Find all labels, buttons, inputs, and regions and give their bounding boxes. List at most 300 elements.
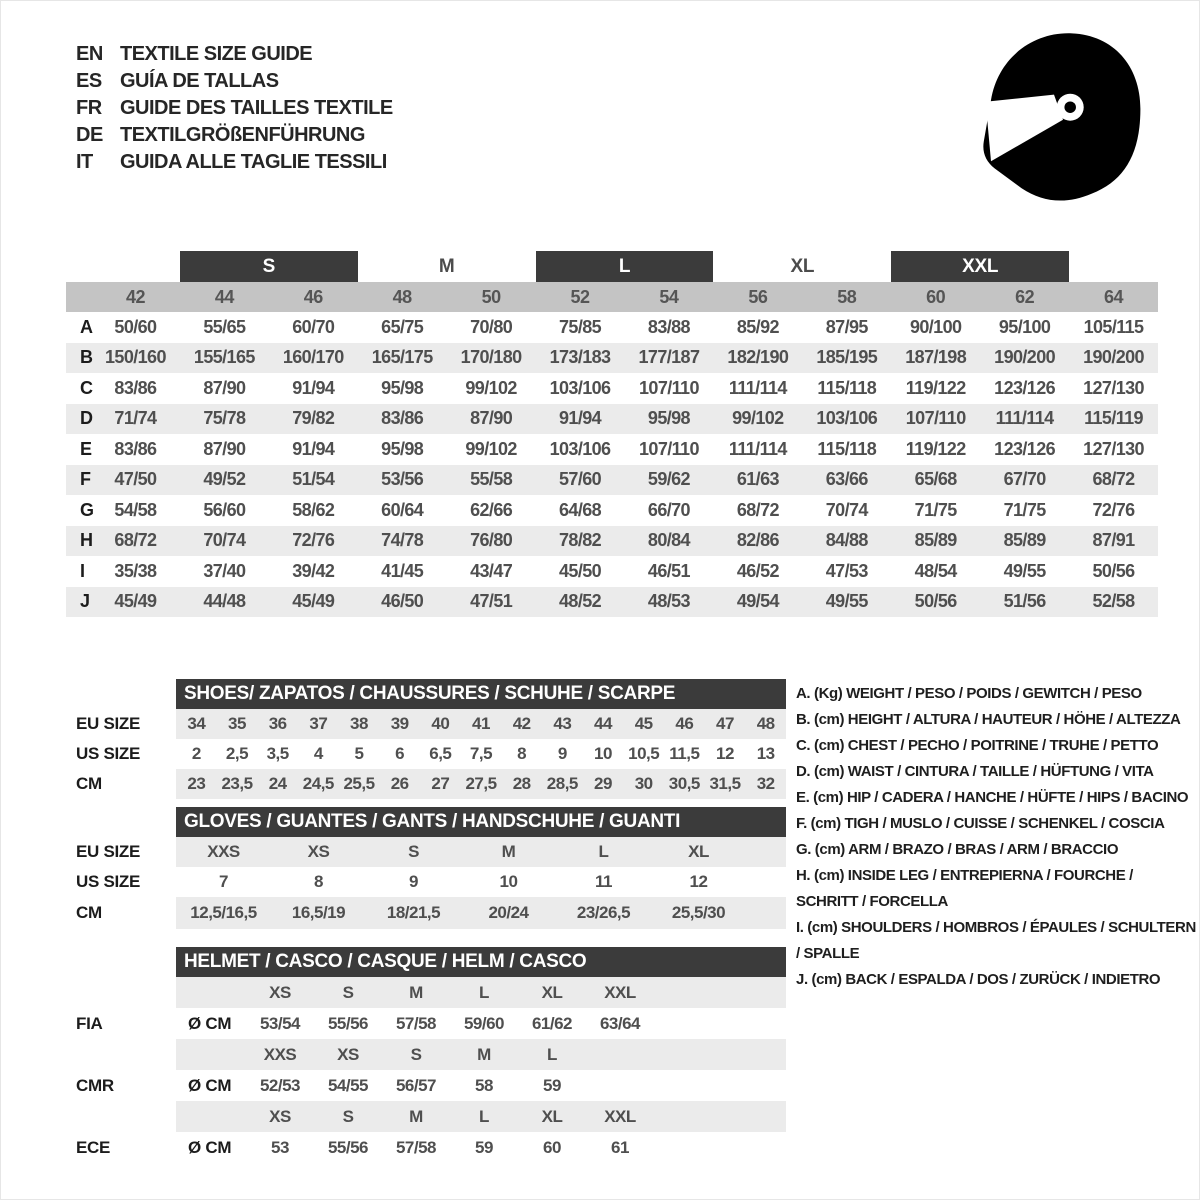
gloves-row-label: CM xyxy=(76,903,102,922)
measurement-value: 83/86 xyxy=(114,377,157,398)
measurement-value: 115/118 xyxy=(817,377,877,398)
legend-item: C. (cm) CHEST / PECHO / POITRINE / TRUHE / PETTO xyxy=(796,737,1159,754)
shoes-title-bar: SHOES/ ZAPATOS / CHAUSSURES / SCHUHE / SCARPE xyxy=(176,679,786,709)
shoes-value: 48 xyxy=(756,714,775,733)
gloves-row xyxy=(76,897,786,929)
shoes-value: 36 xyxy=(268,714,287,733)
measurement-value: 103/106 xyxy=(549,377,611,398)
shoes-value: 23,5 xyxy=(221,774,253,793)
measurement-value: 60/64 xyxy=(381,499,424,520)
shoes-value: 12 xyxy=(716,744,734,763)
shoes-value: 26 xyxy=(390,774,409,793)
helmet-value: XXL xyxy=(604,1106,636,1126)
measurement-value: 45/50 xyxy=(559,560,602,581)
language-row xyxy=(76,68,393,95)
measurement-value: 111/114 xyxy=(728,377,787,398)
gloves-value: 18/21,5 xyxy=(386,903,441,922)
measurement-value: 95/100 xyxy=(998,316,1051,337)
measurement-value: 91/94 xyxy=(292,377,335,398)
measurement-value: 55/65 xyxy=(203,316,246,337)
helmet-rows xyxy=(76,977,786,1163)
size-number: 46 xyxy=(303,286,323,307)
size-number: 54 xyxy=(659,286,679,307)
helmet-diameter-label xyxy=(176,1039,246,1070)
size-number: 60 xyxy=(926,286,946,307)
size-number: 58 xyxy=(837,286,857,307)
shoes-value: 30,5 xyxy=(668,774,700,793)
shoes-value: 10 xyxy=(594,744,612,763)
helmet-value: 59 xyxy=(475,1137,493,1157)
measurement-value: 75/85 xyxy=(559,316,602,337)
legend-item: D. (cm) WAIST / CINTURA / TAILLE / HÜFTUNG / VITA xyxy=(796,763,1154,780)
gloves-value: 9 xyxy=(409,872,418,891)
measurement-value: 57/60 xyxy=(559,469,602,490)
helmet-diameter-label: Ø CM xyxy=(188,1013,232,1033)
measurement-value: 49/55 xyxy=(1003,560,1046,581)
gloves-value: 7 xyxy=(219,872,228,891)
measurement-value: 111/114 xyxy=(728,438,787,459)
helmet-value: 55/56 xyxy=(327,1013,369,1033)
measurement-value: 95/98 xyxy=(647,408,690,429)
shoes-value: 9 xyxy=(557,744,567,763)
helmet-value: L xyxy=(479,982,489,1002)
shoes-value: 25,5 xyxy=(343,774,375,793)
measurement-value: 155/165 xyxy=(193,347,255,368)
language-title: GUIDE DES TAILLES TEXTILE xyxy=(120,97,393,119)
language-code: FR xyxy=(76,97,102,119)
helmet-value: 58 xyxy=(475,1075,493,1095)
helmet-diameter-label xyxy=(176,1101,246,1132)
measurement-value: 37/40 xyxy=(203,560,246,581)
shoes-value: 5 xyxy=(354,744,364,763)
measurement-value: 68/72 xyxy=(114,530,157,551)
measurement-value: 85/89 xyxy=(1003,530,1046,551)
shoes-value: 39 xyxy=(390,714,409,733)
measurement-value: 68/72 xyxy=(1092,469,1135,490)
measurement-value: 49/54 xyxy=(736,591,779,612)
legend-item: J. (cm) BACK / ESPALDA / DOS / ZURÜCK / INDIETRO xyxy=(796,971,1161,988)
measurement-value: 46/50 xyxy=(381,591,424,612)
language-title: GUÍA DE TALLAS xyxy=(120,70,279,92)
gloves-value: XL xyxy=(688,842,709,861)
measurement-value: 50/60 xyxy=(114,316,157,337)
shoes-value: 31,5 xyxy=(709,774,741,793)
measurement-value: 123/126 xyxy=(994,377,1056,398)
measurement-row xyxy=(66,434,1158,465)
size-number: 44 xyxy=(214,286,234,307)
helmet-value: 61 xyxy=(611,1137,629,1157)
measurement-value: 95/98 xyxy=(381,377,424,398)
measurement-value: 51/54 xyxy=(292,469,335,490)
shoes-value: 46 xyxy=(675,714,694,733)
language-code: ES xyxy=(76,70,102,92)
measurement-value: 52/58 xyxy=(1092,591,1135,612)
measurement-value: 60/70 xyxy=(292,316,335,337)
shoes-value: 38 xyxy=(350,714,368,733)
shoes-value: 45 xyxy=(634,714,653,733)
measurement-legend xyxy=(796,681,1196,993)
shoes-row xyxy=(76,769,786,799)
helmet-value: 60 xyxy=(543,1137,561,1157)
measurement-value: 99/102 xyxy=(465,377,517,398)
measurement-value: 90/100 xyxy=(909,316,962,337)
shoes-value: 28,5 xyxy=(546,774,578,793)
shoes-rows xyxy=(76,709,786,799)
shoes-value: 37 xyxy=(309,714,328,733)
helmet-value: XXL xyxy=(604,982,636,1002)
helmet-value: XXS xyxy=(263,1044,297,1064)
language-row xyxy=(76,149,393,176)
measurement-row xyxy=(66,587,1158,618)
gloves-value: 16,5/19 xyxy=(291,903,346,922)
helmet-row-label: CMR xyxy=(76,1075,114,1095)
language-code: EN xyxy=(76,43,103,65)
measurement-value: 45/49 xyxy=(114,591,157,612)
measurement-value: 91/94 xyxy=(292,438,335,459)
gloves-value: 11 xyxy=(595,872,612,891)
measurement-value: 67/70 xyxy=(1003,469,1046,490)
helmet-value: 59 xyxy=(543,1075,561,1095)
helmet-value: 59/60 xyxy=(463,1013,505,1033)
helmet-value: S xyxy=(410,1044,422,1064)
measurement-value: 64/68 xyxy=(559,499,602,520)
shoes-value: 32 xyxy=(756,774,775,793)
legend-item: H. (cm) INSIDE LEG / ENTREPIERNA / FOURCHE / SCHRITT / FORCELLA xyxy=(796,867,1133,910)
measurement-value: 46/51 xyxy=(647,560,690,581)
shoes-value: 28 xyxy=(512,774,531,793)
measurement-value: 107/110 xyxy=(905,408,966,429)
measurement-value: 63/66 xyxy=(825,469,868,490)
gloves-value: XXS xyxy=(207,842,240,861)
shoes-value: 7,5 xyxy=(469,744,493,763)
measurement-value: 71/75 xyxy=(914,499,957,520)
measurement-value: 49/52 xyxy=(203,469,246,490)
shoes-table xyxy=(76,679,786,799)
measurement-value: 182/190 xyxy=(727,347,789,368)
measurement-value: 173/183 xyxy=(549,347,611,368)
shoes-value: 44 xyxy=(594,714,612,733)
measurement-value: 111/114 xyxy=(995,408,1054,429)
legend-item: F. (cm) TIGH / MUSLO / CUISSE / SCHENKEL / COSCIA xyxy=(796,815,1165,832)
row-letter: H xyxy=(80,530,93,551)
shoes-value: 27,5 xyxy=(465,774,497,793)
measurement-value: 99/102 xyxy=(732,408,784,429)
measurement-value: 49/55 xyxy=(825,591,868,612)
size-group-label: S xyxy=(180,251,358,282)
measurement-value: 68/72 xyxy=(736,499,779,520)
shoes-value: 41 xyxy=(472,714,490,733)
lower-tables xyxy=(76,679,786,1163)
helmet-diameter-label xyxy=(176,977,246,1008)
measurement-value: 41/45 xyxy=(381,560,424,581)
measurement-row xyxy=(66,495,1158,526)
shoes-value: 30 xyxy=(634,774,653,793)
measurement-value: 127/130 xyxy=(1083,377,1144,398)
helmet-diameter-label: Ø CM xyxy=(188,1075,232,1095)
measurement-value: 54/58 xyxy=(114,499,157,520)
helmet-value: 56/57 xyxy=(395,1075,437,1095)
measurement-value: 76/80 xyxy=(470,530,513,551)
measurement-value: 103/106 xyxy=(816,408,878,429)
shoes-value: 27 xyxy=(431,774,450,793)
shoes-value: 6 xyxy=(395,744,405,763)
shoes-value: 2,5 xyxy=(225,744,249,763)
shoes-value: 2 xyxy=(191,744,201,763)
textile-size-table xyxy=(66,251,1158,617)
measurement-value: 47/53 xyxy=(825,560,868,581)
helmet-value: M xyxy=(409,1106,423,1126)
shoes-value: 13 xyxy=(756,744,775,763)
measurement-value: 103/106 xyxy=(549,438,611,459)
shoes-value: 4 xyxy=(313,744,323,763)
gloves-value: 12,5/16,5 xyxy=(190,903,257,922)
legend-item: E. (cm) HIP / CADERA / HANCHE / HÜFTE / HIPS / BACINO xyxy=(796,789,1189,806)
measurement-value: 91/94 xyxy=(559,408,602,429)
row-letter: D xyxy=(80,408,93,429)
size-number-band xyxy=(66,282,1158,312)
helmet-row xyxy=(76,1132,786,1163)
shoes-value: 11,5 xyxy=(669,744,700,763)
measurement-value: 50/56 xyxy=(1092,560,1135,581)
measurement-value: 74/78 xyxy=(381,530,424,551)
helmet-value: XL xyxy=(541,1106,563,1126)
shoes-row xyxy=(76,709,786,739)
shoes-value: 29 xyxy=(594,774,612,793)
helmet-value: 53 xyxy=(271,1137,289,1157)
helmet-value: 55/56 xyxy=(327,1137,369,1157)
helmet-row xyxy=(176,1101,786,1132)
measurement-value: 46/52 xyxy=(736,560,779,581)
helmet-row-label: FIA xyxy=(76,1013,103,1033)
helmet-value: 57/58 xyxy=(395,1013,437,1033)
measurement-value: 48/53 xyxy=(647,591,690,612)
measurement-value: 190/200 xyxy=(994,347,1056,368)
helmet-row xyxy=(76,1070,786,1101)
measurement-value: 61/63 xyxy=(736,469,779,490)
helmet-value: 57/58 xyxy=(395,1137,437,1157)
shoes-value: 43 xyxy=(553,714,572,733)
measurement-value: 75/78 xyxy=(203,408,246,429)
measurement-value: 115/118 xyxy=(817,438,877,459)
measurement-value: 165/175 xyxy=(371,347,433,368)
measurement-value: 123/126 xyxy=(994,438,1056,459)
measurement-value: 83/86 xyxy=(381,408,424,429)
gloves-value: 8 xyxy=(314,872,323,891)
measurement-value: 82/86 xyxy=(736,530,779,551)
helmet-value xyxy=(586,1039,654,1070)
helmet-value: S xyxy=(342,982,354,1002)
shoes-value: 23 xyxy=(187,774,206,793)
row-letter: J xyxy=(80,591,91,612)
measurement-value: 85/92 xyxy=(736,316,779,337)
gloves-value: 25,5/30 xyxy=(671,903,726,922)
measurement-value: 119/122 xyxy=(905,438,966,459)
legend-item: G. (cm) ARM / BRAZO / BRAS / ARM / BRACCIO xyxy=(796,841,1119,858)
helmet-value: XS xyxy=(269,1106,291,1126)
measurement-value: 50/56 xyxy=(914,591,957,612)
measurement-row xyxy=(66,312,1158,343)
row-letter: E xyxy=(80,438,93,459)
size-group-label: L xyxy=(536,251,714,282)
language-code: DE xyxy=(76,124,103,146)
gloves-value: 10 xyxy=(499,872,518,891)
measurement-value: 65/68 xyxy=(914,469,957,490)
shoes-value: 42 xyxy=(512,714,531,733)
measurement-value: 71/74 xyxy=(114,408,157,429)
measurement-value: 59/62 xyxy=(647,469,690,490)
helmet-title-bar: HELMET / CASCO / CASQUE / HELM / CASCO xyxy=(176,947,786,977)
measurement-value: 72/76 xyxy=(1092,499,1135,520)
measurement-value: 65/75 xyxy=(381,316,424,337)
measurement-value: 53/56 xyxy=(381,469,424,490)
measurement-value: 127/130 xyxy=(1083,438,1144,459)
size-number: 56 xyxy=(748,286,768,307)
measurement-value: 87/90 xyxy=(203,438,246,459)
measurement-value: 62/66 xyxy=(470,499,513,520)
measurement-value: 66/70 xyxy=(647,499,690,520)
row-letter: A xyxy=(80,316,93,337)
shoes-value: 3,5 xyxy=(266,744,289,763)
measurement-value: 177/187 xyxy=(638,347,700,368)
size-group-label: XL xyxy=(790,255,815,277)
gloves-title-bar: GLOVES / GUANTES / GANTS / HANDSCHUHE / GUANTI xyxy=(176,807,786,837)
language-row xyxy=(76,41,393,68)
helmet-value: 53/54 xyxy=(259,1013,301,1033)
row-letter: F xyxy=(80,469,91,490)
helmet-row xyxy=(176,1039,786,1070)
row-letter: C xyxy=(80,377,93,398)
legend-item: A. (Kg) WEIGHT / PESO / POIDS / GEWITCH / PESO xyxy=(796,685,1142,702)
measurement-value: 56/60 xyxy=(203,499,246,520)
measurement-value: 87/90 xyxy=(203,377,246,398)
shoes-value: 24 xyxy=(268,774,287,793)
shoes-value: 8 xyxy=(517,744,527,763)
helmet-value: XS xyxy=(269,982,291,1002)
helmet-value: XS xyxy=(337,1044,359,1064)
measurement-value: 187/198 xyxy=(905,347,967,368)
gloves-value: S xyxy=(408,842,419,861)
measurement-value: 58/62 xyxy=(292,499,335,520)
measurement-value: 185/195 xyxy=(816,347,878,368)
measurement-value: 87/90 xyxy=(470,408,513,429)
language-title: TEXTILGRÖßENFÜHRUNG xyxy=(120,124,365,146)
measurement-value: 85/89 xyxy=(914,530,957,551)
measurement-value: 70/80 xyxy=(470,316,513,337)
measurement-value: 95/98 xyxy=(381,438,424,459)
shoes-value: 6,5 xyxy=(429,744,452,763)
shoes-value: 47 xyxy=(716,714,734,733)
gloves-value: 23/26,5 xyxy=(576,903,631,922)
shoes-row xyxy=(76,739,786,769)
measurement-value: 47/50 xyxy=(114,469,157,490)
size-number: 62 xyxy=(1015,286,1035,307)
helmet-value: L xyxy=(547,1044,557,1064)
measurement-value: 115/119 xyxy=(1084,408,1143,429)
measurement-rows xyxy=(66,312,1158,617)
shoes-value: 40 xyxy=(431,714,450,733)
helmet-value: XL xyxy=(541,982,563,1002)
measurement-value: 43/47 xyxy=(470,560,513,581)
shoes-row-label: CM xyxy=(76,774,102,793)
measurement-value: 84/88 xyxy=(825,530,868,551)
measurement-value: 87/91 xyxy=(1092,530,1135,551)
helmet-value: M xyxy=(477,1044,491,1064)
shoes-row-label: US SIZE xyxy=(76,744,141,763)
shoes-value: 34 xyxy=(187,714,206,733)
legend-item: B. (cm) HEIGHT / ALTURA / HAUTEUR / HÖHE / ALTEZZA xyxy=(796,711,1181,728)
measurement-value: 39/42 xyxy=(292,560,335,581)
size-group-band xyxy=(66,251,1158,282)
size-number: 50 xyxy=(481,286,501,307)
gloves-value: M xyxy=(501,842,516,861)
measurement-value: 72/76 xyxy=(292,530,335,551)
gloves-row xyxy=(76,867,786,897)
helmet-table xyxy=(76,947,786,1163)
size-group-label: M xyxy=(438,255,455,277)
gloves-row xyxy=(76,837,786,867)
gloves-value: XS xyxy=(307,842,330,861)
size-number: 48 xyxy=(392,286,412,307)
measurement-value: 105/115 xyxy=(1083,316,1144,337)
helmet-row xyxy=(176,977,786,1008)
measurement-value: 48/52 xyxy=(559,591,602,612)
helmet-row-label: ECE xyxy=(76,1137,111,1157)
gloves-value: 12 xyxy=(689,872,708,891)
measurement-value: 51/56 xyxy=(1003,591,1046,612)
helmet-value: M xyxy=(409,982,423,1002)
measurement-value: 71/75 xyxy=(1003,499,1046,520)
gloves-row-label: EU SIZE xyxy=(76,842,141,861)
measurement-value: 78/82 xyxy=(559,530,602,551)
helmet-value: 63/64 xyxy=(599,1013,641,1033)
gloves-row-label: US SIZE xyxy=(76,872,141,891)
row-letter: I xyxy=(80,560,86,581)
measurement-value: 119/122 xyxy=(905,377,966,398)
helmet-value: 61/62 xyxy=(531,1013,573,1033)
language-code: IT xyxy=(76,151,93,173)
shoes-value: 24,5 xyxy=(302,774,334,793)
language-row xyxy=(76,95,393,122)
measurement-value: 79/82 xyxy=(292,408,335,429)
size-number: 64 xyxy=(1104,286,1124,307)
gloves-table xyxy=(76,807,786,929)
language-title: TEXTILE SIZE GUIDE xyxy=(120,43,313,65)
language-row xyxy=(76,122,393,149)
measurement-row xyxy=(66,343,1158,374)
shoes-value: 35 xyxy=(228,714,246,733)
measurement-row xyxy=(66,373,1158,404)
measurement-value: 47/51 xyxy=(470,591,513,612)
measurement-row xyxy=(66,465,1158,496)
size-number: 42 xyxy=(125,286,145,307)
measurement-value: 35/38 xyxy=(114,560,157,581)
measurement-value: 83/86 xyxy=(114,438,157,459)
legend-item: I. (cm) SHOULDERS / HOMBROS / ÉPAULES / SCHULTERN / SPALLE xyxy=(796,919,1196,962)
measurement-row xyxy=(66,404,1158,435)
helmet-row xyxy=(76,1008,786,1039)
measurement-row xyxy=(66,556,1158,587)
measurement-value: 160/170 xyxy=(282,347,344,368)
measurement-value: 99/102 xyxy=(465,438,517,459)
measurement-value: 83/88 xyxy=(647,316,690,337)
measurement-value: 70/74 xyxy=(203,530,246,551)
language-title-list xyxy=(76,41,393,176)
measurement-value: 190/200 xyxy=(1083,347,1144,368)
helmet-value: S xyxy=(342,1106,354,1126)
gloves-value: L xyxy=(598,842,609,861)
row-letter: G xyxy=(80,499,95,520)
measurement-value: 170/180 xyxy=(460,347,522,368)
